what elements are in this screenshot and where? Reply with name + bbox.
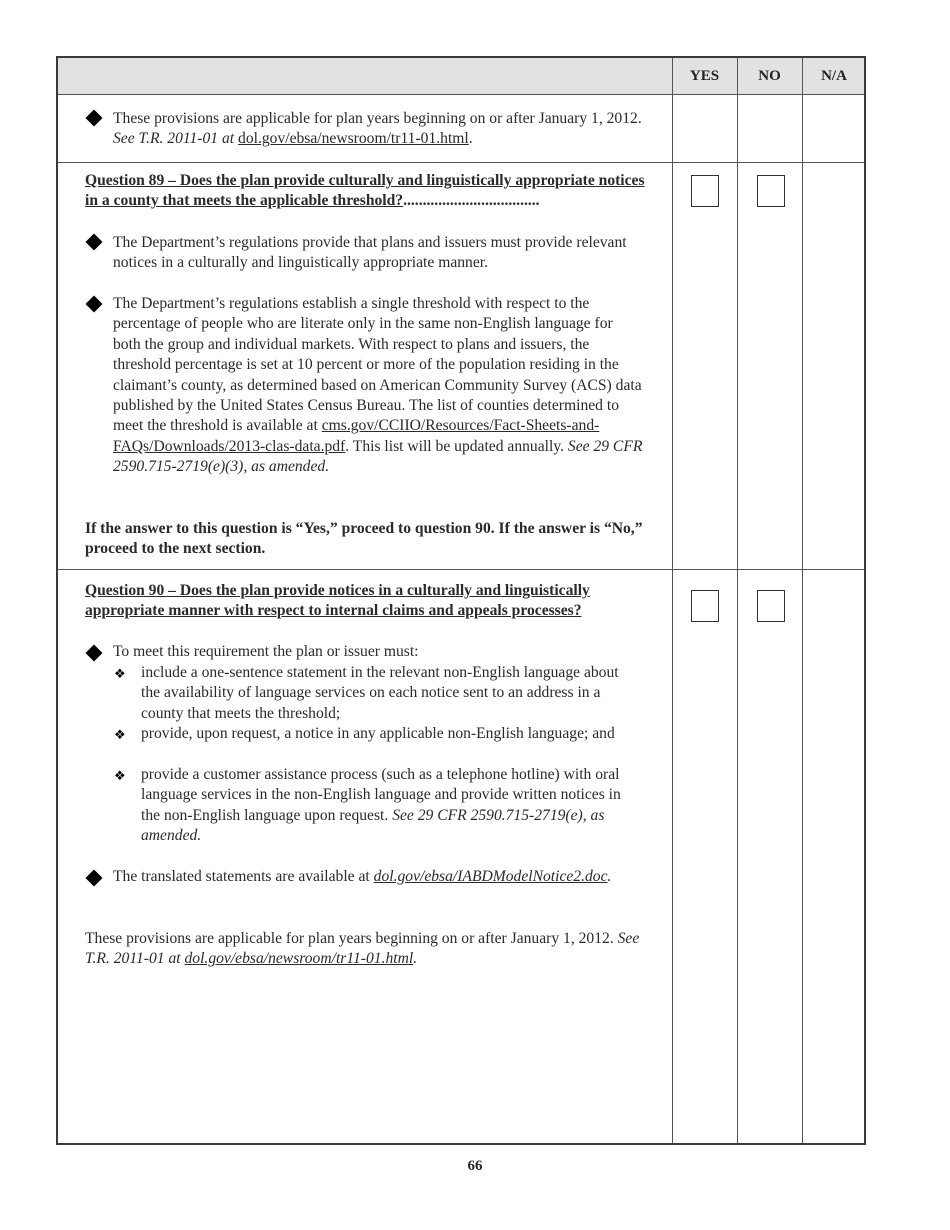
column-divider <box>737 58 738 1143</box>
q90-closing-text: These provisions are applicable for plan years beginning on or after January 1, 2012. See T.R. 2011-01 at dol.gov/ebsa/newsroom/tr11-01.html. <box>85 930 640 968</box>
column-divider <box>672 58 673 1143</box>
diamond-bullet-icon <box>86 110 103 127</box>
page-number: 66 <box>467 1158 483 1174</box>
q90-bullet1-text: To meet this requirement the plan or issuer must: <box>113 643 419 660</box>
cms-clas-data-link[interactable]: cms.gov/CCIIO/Resources/Fact-Sheets-and-FAQs/Downloads/2013-clas-data.pdf <box>113 417 600 455</box>
column-header-no: NO <box>758 68 781 84</box>
row-divider <box>58 569 864 570</box>
q90-sub3-text: provide a customer assistance process (such as a telephone hotline) with oral language services in the non-English language and provide written notices in the non-English language upon request. See 29 CFR 2590.715-2719(e), as amended. <box>141 766 621 845</box>
q89-title: Question 89 – Does the plan provide culturally and linguistically appropriate notices in a county that meets the applicable threshold?................................... <box>85 172 645 210</box>
q90-no-checkbox[interactable] <box>757 590 785 622</box>
column-header-na: N/A <box>821 68 847 84</box>
q90-sub1-text: include a one-sentence statement in the relevant non-English language about the availability of language services on each notice sent to an address in a county that meets the threshold; <box>141 664 619 722</box>
q89-bullet2-text: The Department’s regulations establish a single threshold with respect to the percentage of people who are literate only in the same non-English language for both the group and individual markets. With respect to plans and issuers, the threshold percentage is set at 10 percent or more of the population residing in the claimant’s county, as determined based on American Community Survey (ACS) data published by the United States Census Bureau. The list of counties determined to meet the threshold is available at cms.gov/CCIIO/Resources/Fact-Sheets-and-FAQs/Downloads/2013-clas-data.pdf. This list will be updated annually. See 29 CFR 2590.715-2719(e)(3), as amended. <box>113 295 643 476</box>
column-divider <box>802 58 803 1143</box>
compliance-table <box>56 56 866 1145</box>
q89-bullet1-text: The Department’s regulations provide that plans and issuers must provide relevant notices in a culturally and linguistically appropriate manner. <box>113 234 627 272</box>
q89-yes-checkbox[interactable] <box>691 175 719 207</box>
diamond-bullet-icon <box>86 296 103 313</box>
tr11-01-link[interactable]: dol.gov/ebsa/newsroom/tr11-01.html <box>238 130 469 148</box>
four-diamond-bullet-icon: ❖ <box>114 728 126 743</box>
row-divider <box>58 94 864 95</box>
diamond-bullet-icon <box>86 234 103 251</box>
row-divider <box>58 162 864 163</box>
q90-bullet2-text: The translated statements are available at dol.gov/ebsa/IABDModelNotice2.doc. <box>113 868 612 885</box>
tr11-01-link[interactable]: dol.gov/ebsa/newsroom/tr11-01.html <box>184 950 414 968</box>
four-diamond-bullet-icon: ❖ <box>114 769 126 784</box>
q89-no-checkbox[interactable] <box>757 175 785 207</box>
q90-title: Question 90 – Does the plan provide notices in a culturally and linguistically appropriate manner with respect to internal claims and appeals processes? <box>85 582 590 620</box>
q90-sub2-text: provide, upon request, a notice in any applicable non-English language; and <box>141 725 615 742</box>
iabd-model-notice-link[interactable]: dol.gov/ebsa/IABDModelNotice2.doc <box>373 868 608 885</box>
q89-instruction: If the answer to this question is “Yes,” proceed to question 90. If the answer is “No,” proceed to the next section. <box>85 520 643 558</box>
q90-yes-checkbox[interactable] <box>691 590 719 622</box>
diamond-bullet-icon <box>86 645 103 662</box>
column-header-yes: YES <box>689 68 720 84</box>
row1-bullet-text: These provisions are applicable for plan years beginning on or after January 1, 2012. See T.R. 2011-01 at dol.gov/ebsa/newsroom/tr11-01.html. <box>113 110 642 148</box>
four-diamond-bullet-icon: ❖ <box>114 667 126 682</box>
diamond-bullet-icon <box>86 870 103 887</box>
